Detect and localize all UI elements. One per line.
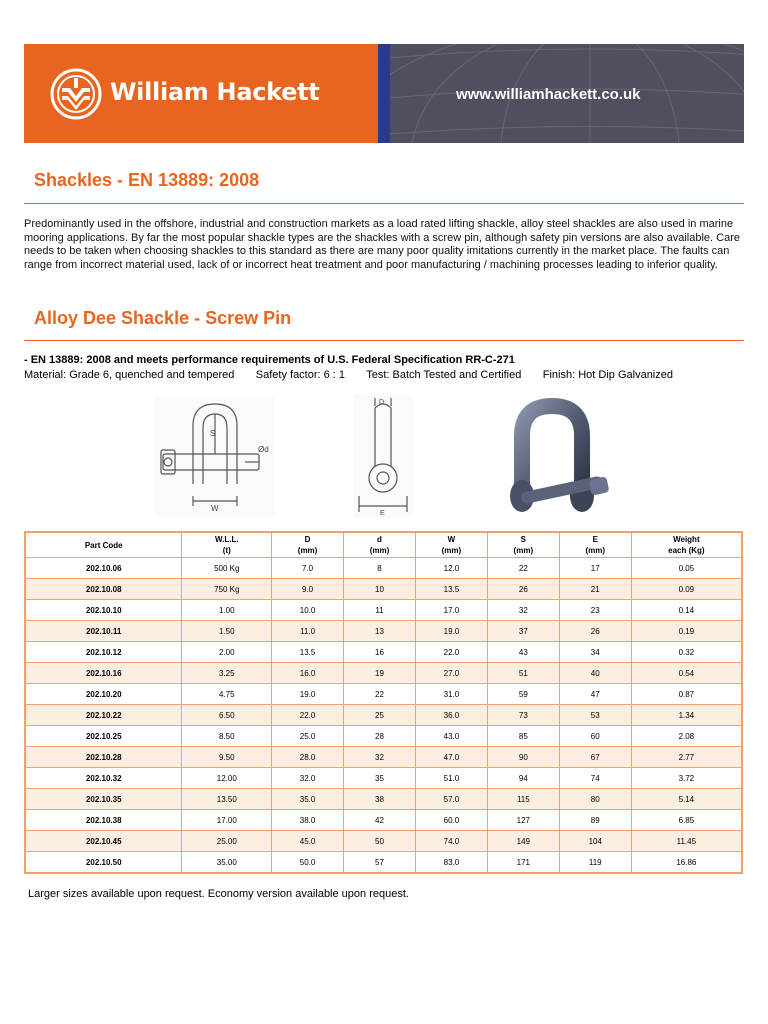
table-cell: 50.0 <box>272 852 344 874</box>
table-row <box>25 705 742 726</box>
table-cell: 0.54 <box>631 663 742 684</box>
brand-name: William Hackett <box>110 78 320 106</box>
table-cell: 750 Kg <box>182 579 272 600</box>
part-code-cell: 202.10.25 <box>25 726 182 747</box>
table-cell: 31.0 <box>415 684 487 705</box>
column-header-label: d <box>377 535 382 544</box>
section-rule <box>24 340 744 341</box>
dim-label-d-large: D <box>379 399 385 406</box>
banner-divider <box>378 44 390 143</box>
column-header-label: D <box>304 535 311 544</box>
table-row <box>25 789 742 810</box>
table-cell: 38.0 <box>272 810 344 831</box>
column-header-label: E <box>592 535 598 544</box>
table-row <box>25 768 742 789</box>
column-header-unit: (mm) <box>369 546 390 555</box>
table-row <box>25 810 742 831</box>
part-code-cell: 202.10.11 <box>25 621 182 642</box>
table-cell: 22 <box>344 684 416 705</box>
part-code-cell: 202.10.22 <box>25 705 182 726</box>
table-cell: 40 <box>559 663 631 684</box>
shackle-spec-table <box>24 531 743 874</box>
table-cell: 83.0 <box>415 852 487 874</box>
part-code-cell: 202.10.50 <box>25 852 182 874</box>
part-code-cell: 202.10.32 <box>25 768 182 789</box>
table-cell: 104 <box>559 831 631 852</box>
table-cell: 4.75 <box>182 684 272 705</box>
table-cell: 2.08 <box>631 726 742 747</box>
column-header-unit: (mm) <box>513 546 534 555</box>
test-text: Test: Batch Tested and Certified <box>366 369 522 381</box>
table-cell: 17.0 <box>415 600 487 621</box>
table-cell: 19.0 <box>272 684 344 705</box>
table-cell: 85 <box>487 726 559 747</box>
table-row <box>25 726 742 747</box>
table-cell: 23 <box>559 600 631 621</box>
column-header-unit: (mm) <box>585 546 606 555</box>
table-cell: 149 <box>487 831 559 852</box>
table-cell: 9.0 <box>272 579 344 600</box>
section-title-shackles: Shackles - EN 13889: 2008 <box>34 170 260 190</box>
table-cell: 67 <box>559 747 631 768</box>
table-cell: 22.0 <box>415 642 487 663</box>
intro-paragraph: Predominantly used in the offshore, industrial and construction markets as a load rated lifting shackle, alloy steel shackles are also used in marine mooring applications. By far the most popular shackle types are the shackles with a screw pin, although safety pin versions are also available. Care needs to be taken when choosing shackles to this standard as there are many poor quality imitations currently in the market place. The faults can range from incorrect material used, lack of or incorrect heat treatment and poor manufacturing / machining processes leading to inferior quality. <box>24 218 740 271</box>
table-cell: 89 <box>559 810 631 831</box>
part-code-cell: 202.10.12 <box>25 642 182 663</box>
part-code-cell: 202.10.45 <box>25 831 182 852</box>
standard-spec-line: - EN 13889: 2008 and meets performance requirements of U.S. Federal Specification RR-C-271 <box>24 354 515 366</box>
table-cell: 43 <box>487 642 559 663</box>
table-cell: 0.87 <box>631 684 742 705</box>
table-cell: 73 <box>487 705 559 726</box>
part-code-cell: 202.10.20 <box>25 684 182 705</box>
table-cell: 19.0 <box>415 621 487 642</box>
column-header-label: Part Code <box>84 540 123 550</box>
table-body <box>25 558 742 874</box>
table-cell: 3.72 <box>631 768 742 789</box>
table-cell: 11.45 <box>631 831 742 852</box>
table-cell: 8 <box>344 558 416 579</box>
table-cell: 17.00 <box>182 810 272 831</box>
column-header <box>487 532 559 558</box>
column-header <box>272 532 344 558</box>
column-header-label: S <box>520 535 526 544</box>
table-cell: 36.0 <box>415 705 487 726</box>
table-cell: 8.50 <box>182 726 272 747</box>
table-cell: 0.32 <box>631 642 742 663</box>
column-header <box>559 532 631 558</box>
table-cell: 59 <box>487 684 559 705</box>
material-spec-line <box>24 369 673 381</box>
table-cell: 51.0 <box>415 768 487 789</box>
table-cell: 127 <box>487 810 559 831</box>
table-cell: 13 <box>344 621 416 642</box>
table-cell: 57.0 <box>415 789 487 810</box>
table-cell: 47.0 <box>415 747 487 768</box>
table-cell: 60.0 <box>415 810 487 831</box>
table-cell: 25 <box>344 705 416 726</box>
table-cell: 32.0 <box>272 768 344 789</box>
table-cell: 12.00 <box>182 768 272 789</box>
table-cell: 74.0 <box>415 831 487 852</box>
shackle-side-diagram <box>353 394 413 518</box>
safety-factor-text: Safety factor: 6 : 1 <box>255 369 346 381</box>
table-cell: 28.0 <box>272 747 344 768</box>
table-cell: 13.5 <box>272 642 344 663</box>
table-cell: 60 <box>559 726 631 747</box>
material-text: Material: Grade 6, quenched and tempered <box>24 369 235 381</box>
table-cell: 32 <box>487 600 559 621</box>
table-cell: 28 <box>344 726 416 747</box>
table-cell: 1.00 <box>182 600 272 621</box>
table-cell: 35 <box>344 768 416 789</box>
table-cell: 57 <box>344 852 416 874</box>
table-cell: 13.5 <box>415 579 487 600</box>
part-code-cell: 202.10.28 <box>25 747 182 768</box>
hackett-logo-icon <box>50 68 102 120</box>
table-row <box>25 663 742 684</box>
table-row <box>25 831 742 852</box>
table-cell: 21 <box>559 579 631 600</box>
table-cell: 11 <box>344 600 416 621</box>
header-banner <box>24 44 744 143</box>
table-cell: 80 <box>559 789 631 810</box>
part-code-cell: 202.10.35 <box>25 789 182 810</box>
column-header-label: W.L.L. <box>215 535 239 544</box>
table-cell: 53 <box>559 705 631 726</box>
column-header <box>182 532 272 558</box>
table-row <box>25 747 742 768</box>
table-cell: 25.0 <box>272 726 344 747</box>
table-cell: 7.0 <box>272 558 344 579</box>
table-cell: 2.77 <box>631 747 742 768</box>
table-cell: 0.14 <box>631 600 742 621</box>
column-header <box>415 532 487 558</box>
table-row <box>25 600 742 621</box>
table-cell: 38 <box>344 789 416 810</box>
table-cell: 35.00 <box>182 852 272 874</box>
finish-text: Finish: Hot Dip Galvanized <box>542 369 673 381</box>
table-cell: 2.00 <box>182 642 272 663</box>
dim-label-d-small: Ød <box>258 445 269 454</box>
dim-label-w: W <box>211 504 219 513</box>
column-header <box>631 532 742 558</box>
column-header-label: Weight <box>673 535 700 544</box>
table-cell: 115 <box>487 789 559 810</box>
table-cell: 12.0 <box>415 558 487 579</box>
table-cell: 51 <box>487 663 559 684</box>
column-header-label: W <box>447 535 456 544</box>
dim-label-e: E <box>380 510 385 517</box>
column-header-unit: (mm) <box>441 546 462 555</box>
table-cell: 43.0 <box>415 726 487 747</box>
column-header-unit: (t) <box>222 546 231 555</box>
table-cell: 42 <box>344 810 416 831</box>
table-cell: 0.19 <box>631 621 742 642</box>
table-cell: 10.0 <box>272 600 344 621</box>
part-code-cell: 202.10.16 <box>25 663 182 684</box>
website-url[interactable]: www.williamhackett.co.uk <box>456 86 641 103</box>
table-cell: 50 <box>344 831 416 852</box>
table-cell: 45.0 <box>272 831 344 852</box>
column-header <box>25 532 182 558</box>
table-cell: 16 <box>344 642 416 663</box>
table-row <box>25 642 742 663</box>
table-cell: 10 <box>344 579 416 600</box>
dim-label-s: S <box>210 429 216 438</box>
table-cell: 16.86 <box>631 852 742 874</box>
table-cell: 26 <box>487 579 559 600</box>
table-row <box>25 852 742 874</box>
footnote: Larger sizes available upon request. Economy version available upon request. <box>28 888 409 900</box>
banner-url-panel <box>390 44 744 143</box>
table-row <box>25 684 742 705</box>
shackle-front-diagram <box>155 396 275 518</box>
column-header <box>344 532 416 558</box>
section-rule <box>24 203 744 204</box>
part-code-cell: 202.10.06 <box>25 558 182 579</box>
table-cell: 6.50 <box>182 705 272 726</box>
table-cell: 6.85 <box>631 810 742 831</box>
table-cell: 500 Kg <box>182 558 272 579</box>
part-code-cell: 202.10.08 <box>25 579 182 600</box>
table-cell: 1.50 <box>182 621 272 642</box>
table-cell: 47 <box>559 684 631 705</box>
table-cell: 90 <box>487 747 559 768</box>
table-cell: 9.50 <box>182 747 272 768</box>
table-cell: 17 <box>559 558 631 579</box>
column-header-unit: each (Kg) <box>668 546 705 555</box>
table-cell: 19 <box>344 663 416 684</box>
table-cell: 11.0 <box>272 621 344 642</box>
table-cell: 27.0 <box>415 663 487 684</box>
table-cell: 74 <box>559 768 631 789</box>
table-cell: 32 <box>344 747 416 768</box>
table-cell: 1.34 <box>631 705 742 726</box>
table-cell: 26 <box>559 621 631 642</box>
section-title-dee-shackle: Alloy Dee Shackle - Screw Pin <box>34 308 292 328</box>
shackle-photo <box>494 398 614 520</box>
table-cell: 3.25 <box>182 663 272 684</box>
table-cell: 37 <box>487 621 559 642</box>
table-row <box>25 621 742 642</box>
table-row <box>25 558 742 579</box>
table-cell: 5.14 <box>631 789 742 810</box>
table-cell: 0.09 <box>631 579 742 600</box>
column-header-unit: (mm) <box>297 546 318 555</box>
banner-brand-panel <box>24 44 378 143</box>
part-code-cell: 202.10.10 <box>25 600 182 621</box>
table-cell: 22.0 <box>272 705 344 726</box>
table-cell: 0.05 <box>631 558 742 579</box>
table-cell: 34 <box>559 642 631 663</box>
table-cell: 119 <box>559 852 631 874</box>
table-cell: 171 <box>487 852 559 874</box>
table-cell: 25.00 <box>182 831 272 852</box>
part-code-cell: 202.10.38 <box>25 810 182 831</box>
table-cell: 35.0 <box>272 789 344 810</box>
table-header-row <box>25 532 742 558</box>
table-cell: 94 <box>487 768 559 789</box>
table-cell: 16.0 <box>272 663 344 684</box>
table-row <box>25 579 742 600</box>
table-cell: 13.50 <box>182 789 272 810</box>
table-cell: 22 <box>487 558 559 579</box>
